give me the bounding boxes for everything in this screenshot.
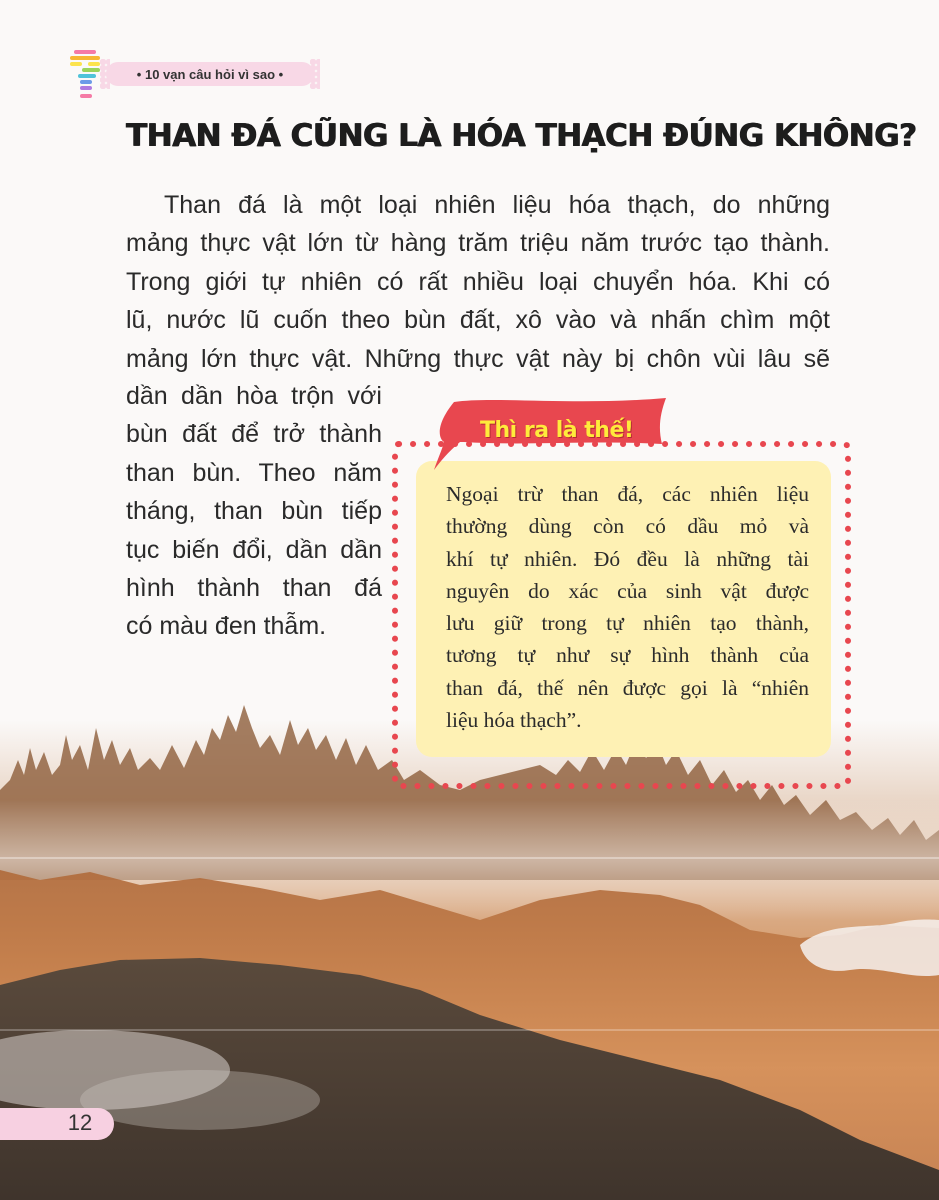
paragraph-line: lũ, nước lũ cuốn theo bùn đất, xô vào và nhấn chìm một xyxy=(126,306,830,335)
paragraph-line: tục biến đổi, dần dần xyxy=(126,535,382,564)
paragraph-line: mảng lớn thực vật. Những thực vật này bị chôn vùi lâu sẽ xyxy=(126,344,830,373)
callout-banner-label: Thì ra là thế! xyxy=(480,418,634,443)
question-mark-icon xyxy=(68,48,102,102)
paragraph-line: bùn đất để trở thành xyxy=(126,420,382,449)
paragraph-line: tháng, than bùn tiếp xyxy=(126,497,382,526)
paragraph-line: mảng thực vật lớn từ hàng trăm triệu năm trước tạo thành. xyxy=(126,229,830,258)
paragraph-line: dần dần hòa trộn với xyxy=(126,382,382,410)
page-title: THAN ĐÁ CŨNG LÀ HÓA THẠCH ĐÚNG KHÔNG? xyxy=(126,118,917,154)
paragraph-line: Trong giới tự nhiên có rất nhiều loại chuyển hóa. Khi có xyxy=(126,267,830,296)
callout-line: nguyên do xác của sinh vật được xyxy=(446,578,809,603)
callout-line: than đá, thế nên được gọi là “nhiên xyxy=(446,675,809,700)
callout-line: liệu hóa thạch”. xyxy=(446,708,582,733)
paragraph-line: than bùn. Theo năm xyxy=(126,458,382,487)
callout-line: lưu giữ trong tự nhiên tạo thành, xyxy=(446,611,809,636)
paragraph-line: Than đá là một loại nhiên liệu hóa thạch, do những xyxy=(164,191,830,219)
callout-line: Ngoại trừ than đá, các nhiên liệu xyxy=(446,482,809,506)
paragraph-line: hình thành than đá xyxy=(126,573,382,602)
page-number: 12 xyxy=(67,1110,93,1135)
main-paragraph-continued xyxy=(126,377,382,646)
callout-line: khí tự nhiên. Đó đều là những tài xyxy=(446,546,809,571)
callout-text xyxy=(446,478,809,736)
callout-line: tương tự như sự hình thành của xyxy=(446,643,809,668)
series-label: • 10 vạn câu hỏi vì sao • xyxy=(106,62,314,86)
main-paragraph xyxy=(126,186,830,378)
paragraph-line: có màu đen thẫm. xyxy=(126,612,327,641)
callout-line: thường dùng còn có dầu mỏ và xyxy=(446,514,809,539)
